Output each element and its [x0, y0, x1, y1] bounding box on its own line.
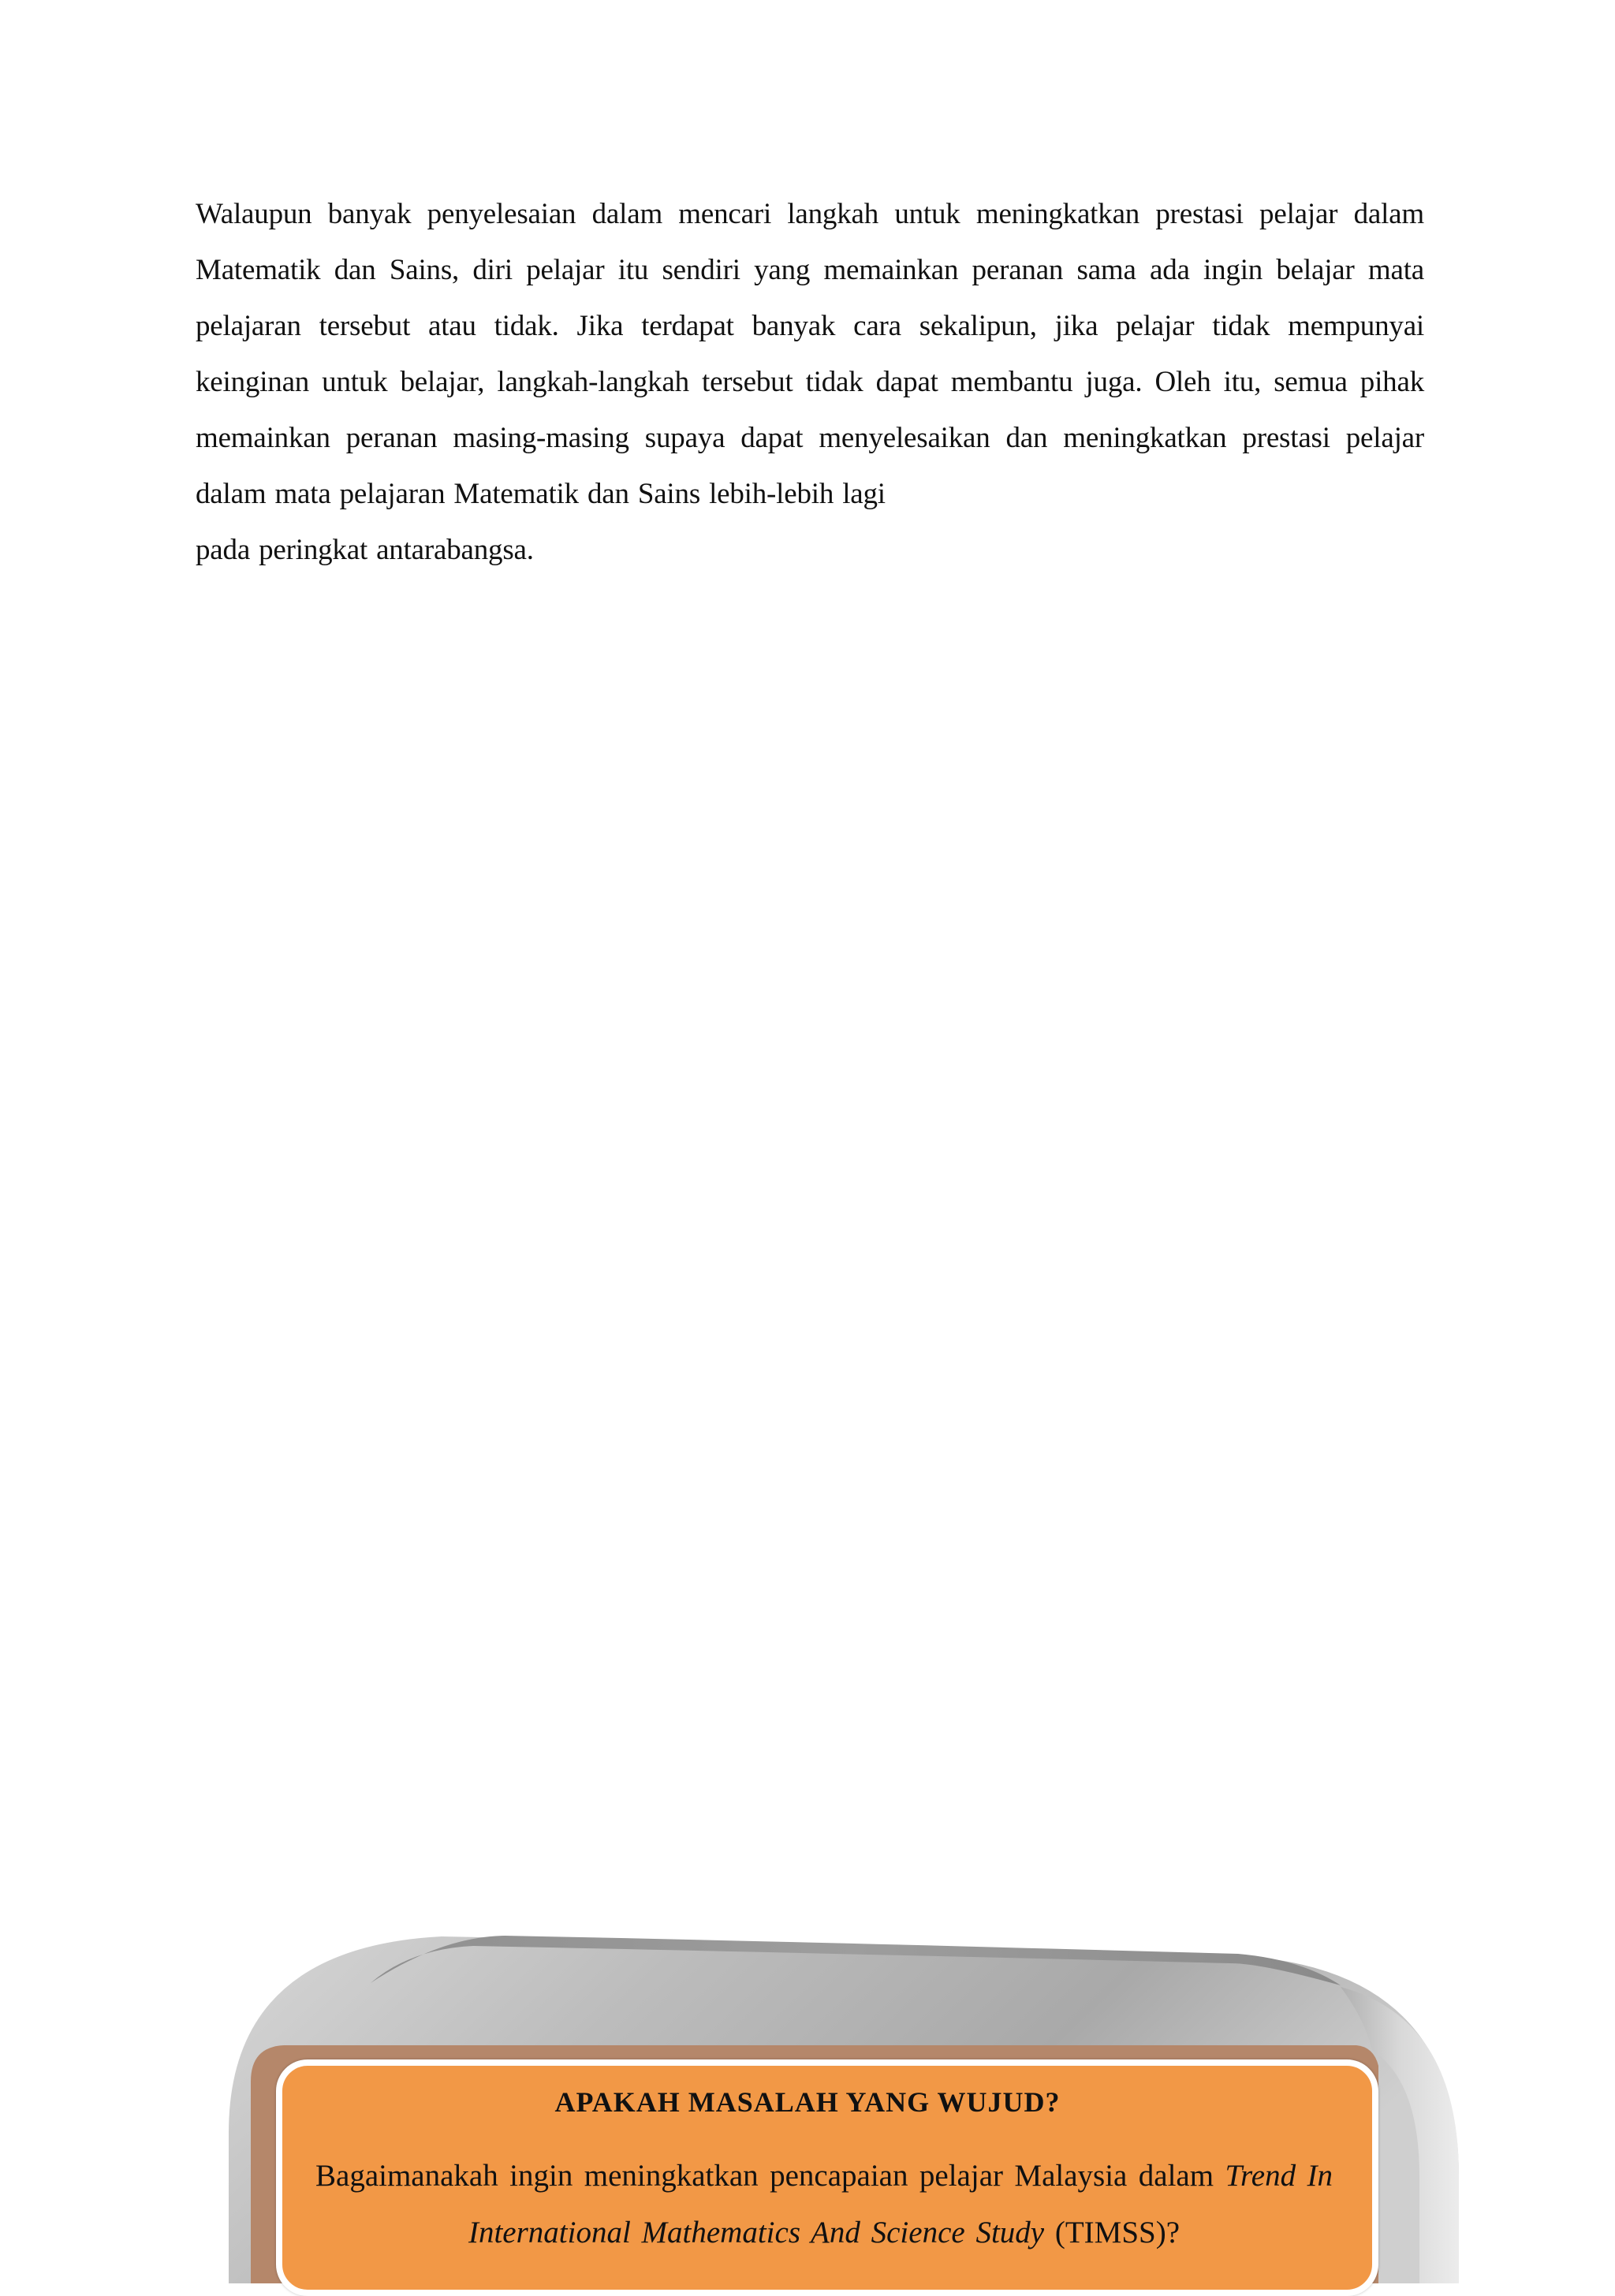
body-paragraph-last-line: pada peringkat antarabangsa.	[196, 534, 534, 566]
callout-body-start: Bagaimanakah ingin meningkatkan pencapaian pelajar Malaysia dalam	[315, 2159, 1214, 2193]
body-paragraph-text: Walaupun banyak penyelesaian dalam mencari langkah untuk meningkatkan prestasi pelajar dalam Matematik dan Sains, diri pelajar itu sendiri yang memainkan peranan sama ada ingin belajar mata pelajaran tersebut atau tidak. Jika terdapat banyak cara sekalipun, jika pelajar tidak mempunyai keinginan untuk belajar, langkah-langkah tersebut tidak dapat membantu juga. Oleh itu, semua pihak memainkan peranan masing-masing supaya dapat menyelesaikan dan meningkatkan prestasi pelajar dalam mata pelajaran Matematik dan Sains lebih-lebih lagi	[196, 198, 1424, 510]
callout-body	[315, 2148, 1333, 2261]
callout-title: APAKAH MASALAH YANG WUJUD?	[554, 2086, 1061, 2118]
callout-body-end: (TIMSS)?	[1054, 2216, 1180, 2249]
callout-body-italic: Trend In International Mathematics And Science Study	[468, 2159, 1333, 2249]
